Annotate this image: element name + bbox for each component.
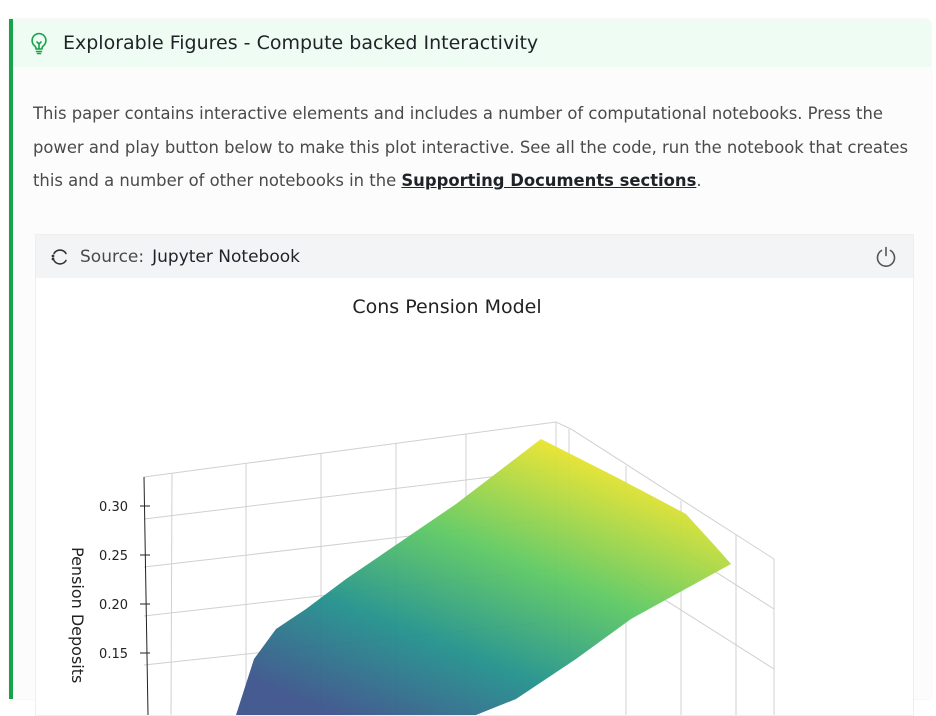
source-name: Jupyter Notebook: [152, 246, 300, 267]
z-axis-label: Pension Deposits: [68, 547, 87, 684]
power-icon[interactable]: [873, 244, 899, 270]
source-label: Source:: [80, 246, 145, 267]
loading-icon: [50, 247, 70, 267]
z-tick-label: 0.20: [99, 598, 128, 613]
z-axis: [140, 477, 150, 715]
callout-body: [13, 67, 931, 198]
figure-source-bar: [36, 235, 913, 278]
lightbulb-icon: [27, 31, 51, 55]
figure-panel: [35, 234, 914, 716]
z-tick-label: 0.30: [99, 500, 128, 515]
supporting-documents-link[interactable]: Supporting Documents sections: [401, 171, 697, 190]
callout-title: Explorable Figures - Compute backed Interactivity: [63, 32, 539, 54]
z-tick-label: 0.15: [99, 647, 128, 662]
callout: [9, 19, 931, 699]
chart-surface: [236, 439, 731, 715]
callout-body-text: This paper contains interactive elements and includes a number of computational notebooks. Press the power and play button below to make this plot interactive. See all the code, run the notebook that creates this and a number of other notebooks in the: [33, 104, 909, 190]
chart-title: Cons Pension Model: [352, 296, 542, 318]
z-tick-label: 0.25: [99, 549, 128, 564]
callout-header: [13, 19, 931, 67]
callout-body-end: .: [696, 171, 702, 190]
chart-plot[interactable]: [36, 279, 913, 715]
